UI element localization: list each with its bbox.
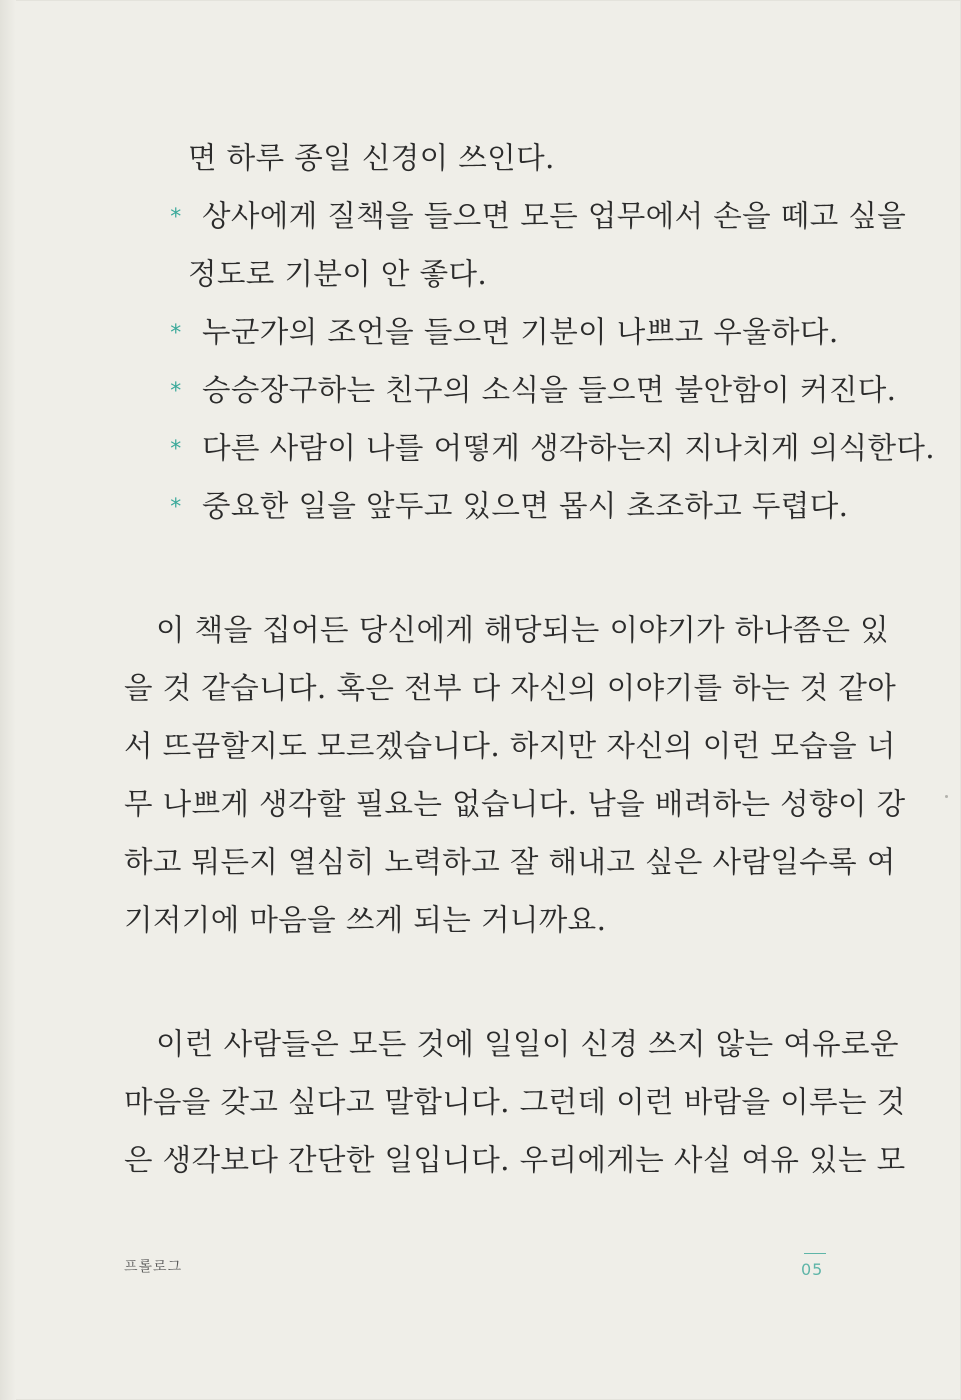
page-binding-edge: [0, 0, 16, 1400]
paragraph-line: 을 것 같습니다. 혹은 전부 다 자신의 이야기를 하는 것 같아: [124, 671, 897, 705]
bullet-text: 상사에게 질책을 들으면 모든 업무에서 손을 떼고 싶을: [202, 199, 907, 233]
paragraph-line: 이런 사람들은 모든 것에 일일이 신경 쓰지 않는 여유로운: [156, 1027, 899, 1061]
page-number: 05: [801, 1260, 824, 1279]
chapter-running-title: 프롤로그: [124, 1259, 183, 1275]
bullet-item: [124, 312, 839, 356]
paragraph-line: 마음을 갖고 싶다고 말합니다. 그런데 이런 바람을 이루는 것: [124, 1085, 906, 1119]
bullet-text: 승승장구하는 친구의 소식을 들으면 불안함이 커진다.: [202, 373, 897, 407]
bullet-item: [124, 196, 906, 240]
bullet-text: 다른 사람이 나를 어떻게 생각하는지 지나치게 의식한다.: [202, 431, 936, 465]
bullet-item: [124, 428, 935, 472]
bullet-item: [124, 486, 848, 530]
page-number-rule: [804, 1253, 826, 1254]
bullet-item: [124, 370, 896, 414]
paragraph-line: 하고 뭐든지 열심히 노력하고 잘 해내고 싶은 사람일수록 여: [124, 845, 896, 879]
paragraph-line: 은 생각보다 간단한 일입니다. 우리에게는 사실 여유 있는 모: [124, 1143, 906, 1177]
paragraph-line: 이 책을 집어든 당신에게 해당되는 이야기가 하나쯤은 있: [156, 613, 890, 647]
asterisk-icon: *: [170, 437, 182, 462]
asterisk-icon: *: [170, 495, 182, 520]
paragraph-line: 기저기에 마음을 쓰게 되는 거니까요.: [124, 903, 607, 937]
asterisk-icon: *: [170, 205, 182, 230]
text-line: 면 하루 종일 신경이 쓰인다.: [188, 141, 555, 175]
paper-speck: [945, 795, 948, 798]
text-line: 정도로 기분이 안 좋다.: [188, 257, 488, 291]
paragraph-line: 무 나쁘게 생각할 필요는 없습니다. 남을 배려하는 성향이 강: [124, 787, 906, 821]
paragraph-line: 서 뜨끔할지도 모르겠습니다. 하지만 자신의 이런 모습을 너: [124, 729, 896, 763]
asterisk-icon: *: [170, 379, 182, 404]
asterisk-icon: *: [170, 321, 182, 346]
bullet-text: 누군가의 조언을 들으면 기분이 나쁘고 우울하다.: [202, 315, 839, 349]
bullet-text: 중요한 일을 앞두고 있으면 몹시 초조하고 두렵다.: [202, 489, 849, 523]
